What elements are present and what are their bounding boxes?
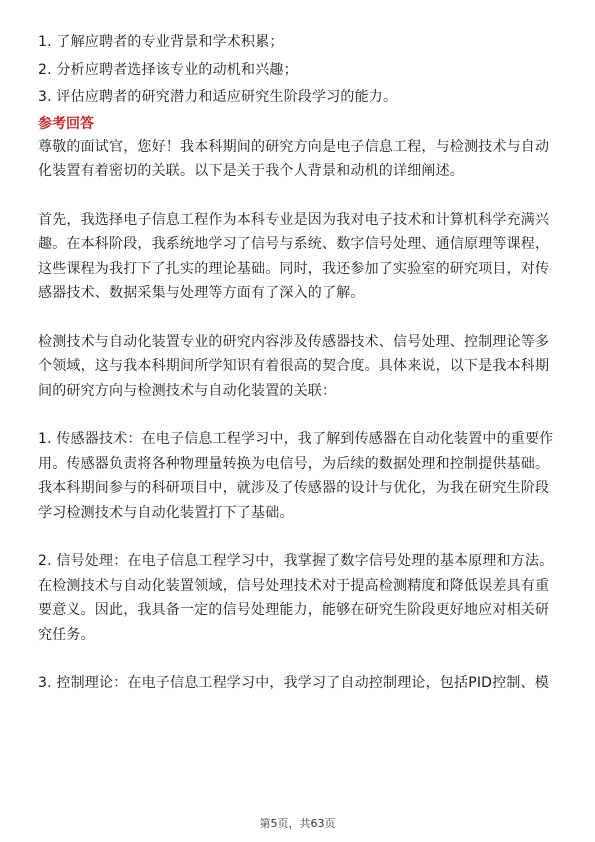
- paragraph-motivation: [38, 208, 560, 306]
- text-line: 要意义。因此，我具备一定的信号处理能力，能够在研究生阶段更好地应对相关研: [38, 602, 550, 618]
- text-line: 首先，我选择电子信息工程作为本科专业是因为我对电子技术和计算机科学充满兴: [38, 211, 550, 228]
- text-line: 感器技术、数据采集与处理等方面有了深入的了解。: [38, 285, 365, 301]
- document-page: [38, 30, 560, 720]
- text-line: 1. 传感器技术：在电子信息工程学习中，我了解到传感器在自动化装置中的重要作: [38, 431, 554, 447]
- text-line: 化装置有着密切的关联。以下是关于我个人背景和动机的详细阐述。: [38, 163, 464, 179]
- page-number: 第5页，共63页: [259, 817, 336, 830]
- text-line: 这些课程为我打下了扎实的理论基础。同时，我还参加了实验室的研究项目，对传: [38, 260, 550, 277]
- text-line: 间的研究方向与检测技术与自动化装置的关联：: [38, 382, 337, 399]
- paragraph-relevance: [38, 330, 560, 404]
- objective-item: 2. 分析应聘者选择该专业的动机和兴趣；: [38, 61, 298, 78]
- text-line: 在检测技术与自动化装置领域，信号处理技术对于提高检测精度和降低误差具有重: [38, 577, 550, 594]
- text-line: 个领域，这与我本科期间所学知识有着很高的契合度。具体来说，以下是我本科期: [38, 358, 550, 374]
- objective-item: 1. 了解应聘者的专业背景和学术积累；: [38, 34, 284, 50]
- text-line: 我本科期间参与的科研项目中，就涉及了传感器的设计与优化，为我在研究生阶段: [38, 480, 550, 496]
- text-line: 用。传感器负责将各种物理量转换为电信号，为后续的数据处理和控制提供基础。: [38, 455, 550, 472]
- text-line: 3. 控制理论：在电子信息工程学习中，我学习了自动控制理论，包括PID控制、模: [38, 675, 549, 691]
- text-line: 检测技术与自动化装置专业的研究内容涉及传感器技术、信号处理、控制理论等多: [38, 333, 550, 350]
- paragraph-greeting: [38, 135, 560, 184]
- text-line: 学习检测技术与自动化装置打下了基础。: [38, 504, 294, 521]
- objectives-list: [38, 30, 560, 110]
- text-line: 尊敬的面试官，您好！我本科期间的研究方向是电子信息工程，与检测技术与自动: [38, 138, 550, 155]
- text-line: 趣。在本科阶段，我系统地学习了信号与系统、数字信号处理、通信原理等课程，: [38, 236, 550, 252]
- answer-heading: 参考回答: [38, 115, 94, 132]
- objective-item: 3. 评估应聘者的研究潜力和适应研究生阶段学习的能力。: [38, 89, 398, 105]
- paragraph-signal-processing: [38, 549, 560, 647]
- paragraph-sensor-technology: [38, 427, 560, 525]
- paragraph-control-theory: [38, 671, 560, 696]
- text-line: 2. 信号处理：在电子信息工程学习中，我掌握了数字信号处理的基本原理和方法。: [38, 553, 554, 569]
- text-line: 究任务。: [38, 626, 95, 643]
